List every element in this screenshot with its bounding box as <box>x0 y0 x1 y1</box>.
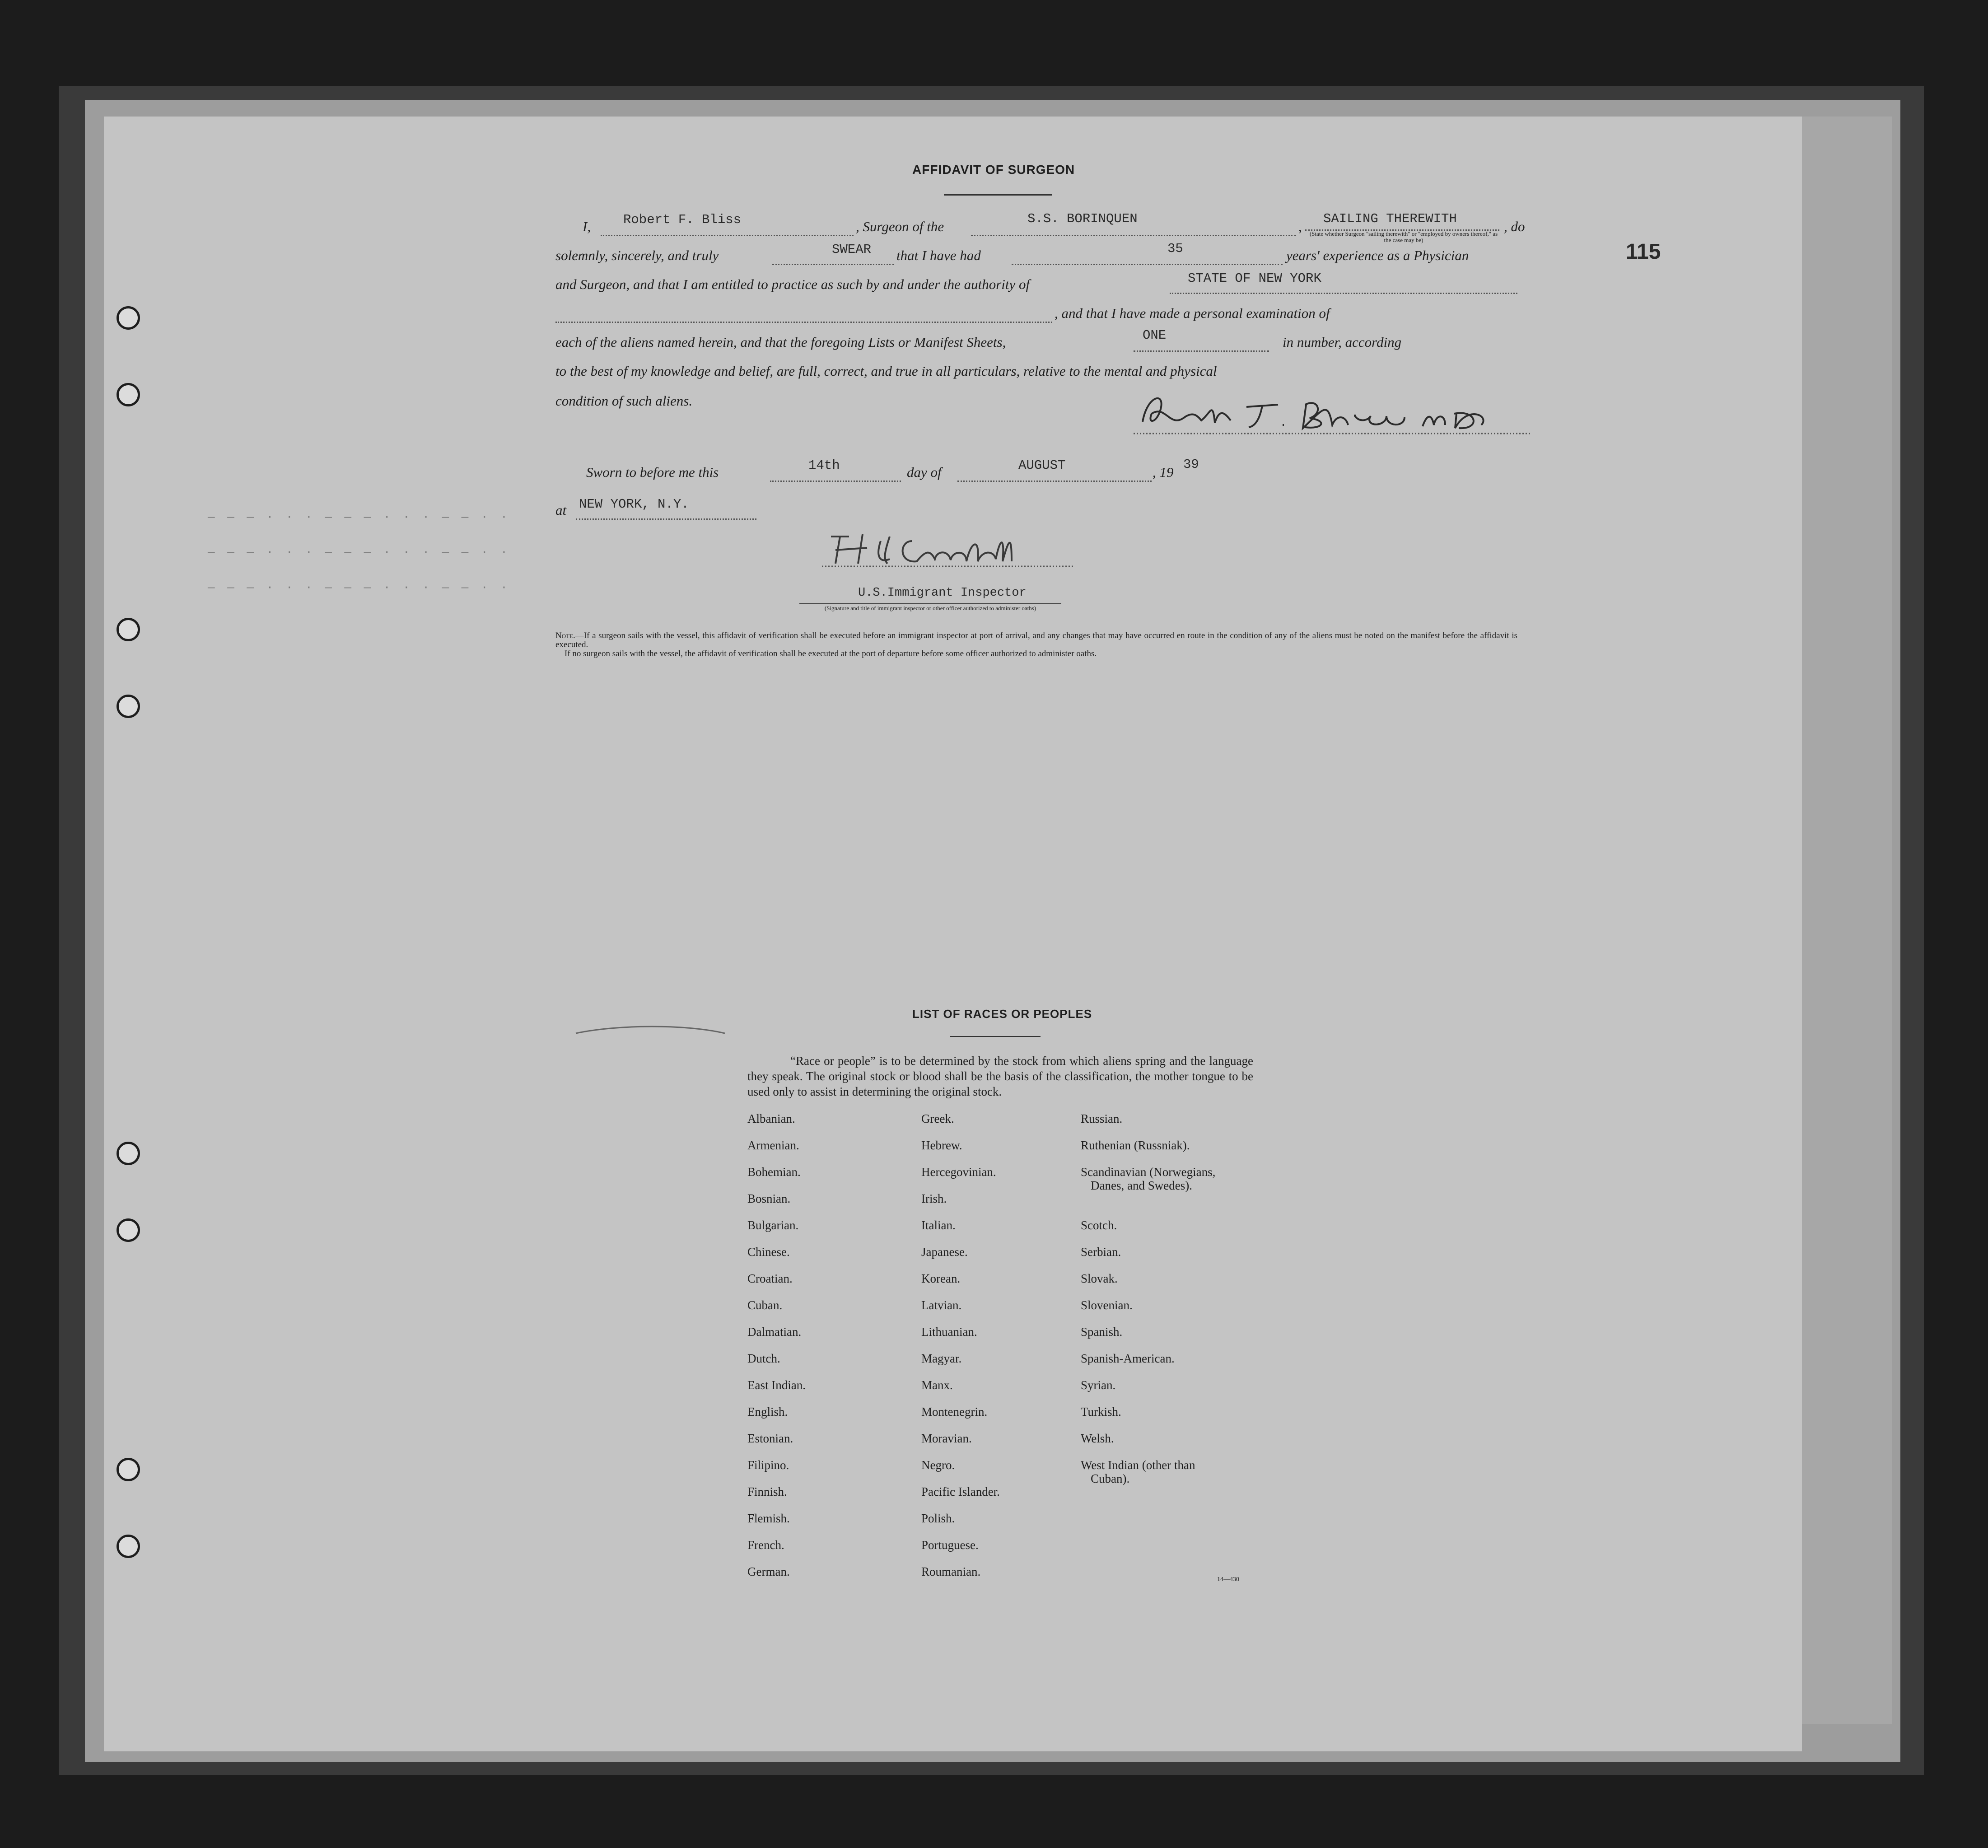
race-item: Dutch. <box>747 1352 780 1365</box>
title-underline <box>944 194 1052 196</box>
race-item: Danes, and Swedes). <box>1091 1179 1192 1192</box>
document-page <box>104 117 1802 1751</box>
year-field[interactable]: 39 <box>1183 457 1199 472</box>
race-item: Roumanian. <box>921 1565 981 1578</box>
place-line <box>576 518 756 520</box>
years-field[interactable]: 35 <box>1167 241 1183 256</box>
sheets-line <box>1134 350 1269 352</box>
surgeon-name-field[interactable]: Robert F. Bliss <box>623 212 742 227</box>
race-item: English. <box>747 1405 788 1419</box>
surgeon-signature <box>1134 387 1531 436</box>
punch-hole-icon <box>117 618 140 641</box>
month-field[interactable]: AUGUST <box>1018 458 1066 473</box>
race-item: Cuban). <box>1091 1472 1130 1485</box>
ship-name-field[interactable]: S.S. BORINQUEN <box>1027 211 1138 226</box>
form-number: 14—430 <box>1217 1576 1239 1583</box>
race-item: Lithuanian. <box>921 1325 977 1339</box>
race-item: Magyar. <box>921 1352 962 1365</box>
race-item: Cuban. <box>747 1298 783 1312</box>
race-item: Greek. <box>921 1112 954 1125</box>
race-item: Montenegrin. <box>921 1405 988 1419</box>
race-item: French. <box>747 1538 784 1552</box>
authority-continuation-line <box>555 322 1052 323</box>
day-field[interactable]: 14th <box>808 458 840 473</box>
race-item: Chinese. <box>747 1245 790 1259</box>
race-item: Negro. <box>921 1458 955 1472</box>
note-label: Note. <box>555 631 575 640</box>
affidavit-note <box>555 631 1517 658</box>
punch-hole-icon <box>117 1458 140 1481</box>
race-item: Ruthenian (Russniak). <box>1081 1139 1190 1152</box>
inspector-signature <box>822 523 1075 568</box>
race-item: Russian. <box>1081 1112 1123 1125</box>
authority-line <box>1170 293 1517 294</box>
race-item: Hebrew. <box>921 1139 962 1152</box>
race-item: Armenian. <box>747 1139 799 1152</box>
years-line <box>1012 264 1283 265</box>
line3-prefix: and Surgeon, and that I am entitled to practice as such by and under the authority of <box>555 276 1030 292</box>
bleed-through-text: — — — · · · — — — · · · — — · · <box>208 546 510 559</box>
race-item: Moravian. <box>921 1432 972 1445</box>
punch-hole-icon <box>117 383 140 406</box>
note-text-2: If no surgeon sails with the vessel, the affidavit of verification shall be executed at the port of departure before some officer authorized to administer oaths. <box>565 649 1097 658</box>
line7-text: condition of such aliens. <box>555 393 693 409</box>
line1-suffix: , do <box>1504 219 1525 234</box>
line2-mid: that I have had <box>896 247 981 263</box>
race-item: Hercegovinian. <box>921 1165 996 1179</box>
race-item: Korean. <box>921 1272 961 1285</box>
page-number: 115 <box>1626 240 1661 264</box>
race-item: Irish. <box>921 1192 947 1205</box>
races-intro: “Race or people” is to be determined by the stock from which aliens spring and the language they speak. The original stock or blood shall be the basis of the classification, the mother tongue to be used only to assist in determining the original stock. <box>747 1054 1253 1098</box>
race-item: East Indian. <box>747 1378 806 1392</box>
punch-hole-icon <box>117 1218 140 1242</box>
day-line <box>770 481 901 482</box>
race-item: Latvian. <box>921 1298 962 1312</box>
bleed-through-text: — — — · · · — — — · · · — — · · <box>208 510 510 524</box>
race-item: Bosnian. <box>747 1192 791 1205</box>
line6-text: to the best of my knowledge and belief, are full, correct, and true in all particulars, relative to the mental and physical <box>555 363 1217 379</box>
race-item: Polish. <box>921 1512 955 1525</box>
race-item: Spanish-American. <box>1081 1352 1175 1365</box>
race-item: Pacific Islander. <box>921 1485 1000 1498</box>
race-item: Slovak. <box>1081 1272 1118 1285</box>
line4-text: , and that I have made a personal examination of <box>1055 305 1330 321</box>
race-item: Dalmatian. <box>747 1325 802 1339</box>
race-item: Welsh. <box>1081 1432 1114 1445</box>
race-item: Croatian. <box>747 1272 793 1285</box>
inspector-hint: (Signature and title of immigrant inspector or other officer authorized to administer oaths) <box>824 605 1036 611</box>
authority-field[interactable]: STATE OF NEW YORK <box>1188 271 1321 286</box>
race-item: Scotch. <box>1081 1218 1117 1232</box>
races-column-1 <box>747 1112 910 1591</box>
race-item: German. <box>747 1565 790 1578</box>
place-field[interactable]: NEW YORK, N.Y. <box>579 497 689 512</box>
race-item: Syrian. <box>1081 1378 1116 1392</box>
race-item: Italian. <box>921 1218 956 1232</box>
comma: , <box>1298 219 1302 234</box>
punch-hole-icon <box>117 695 140 718</box>
races-column-2 <box>921 1112 1084 1591</box>
race-item: Manx. <box>921 1378 953 1392</box>
race-item: Spanish. <box>1081 1325 1123 1339</box>
race-item: Albanian. <box>747 1112 795 1125</box>
races-column-3 <box>1081 1112 1270 1591</box>
line5-suffix: in number, according <box>1283 334 1402 350</box>
bleed-through-text: — — — · · · — — — · · · — — · · <box>208 581 510 594</box>
punch-hole-icon <box>117 306 140 330</box>
line2-suffix: years' experience as a Physician <box>1286 247 1469 263</box>
inspector-title: U.S.Immigrant Inspector <box>858 586 1027 600</box>
line1-prefix: I, <box>583 219 591 234</box>
sworn-prefix: Sworn to before me this <box>586 464 719 480</box>
race-item: Finnish. <box>747 1485 787 1498</box>
surgeon-name-line <box>601 235 854 236</box>
race-item: West Indian (other than <box>1081 1458 1195 1472</box>
month-line <box>957 481 1152 482</box>
ship-line <box>971 235 1296 236</box>
oath-line <box>772 264 894 265</box>
page-edge-shadow <box>1802 117 1892 1724</box>
inspector-title-rule <box>799 603 1061 604</box>
sworn-mid: day of <box>907 464 942 480</box>
punch-hole-icon <box>117 1142 140 1165</box>
race-item: Scandinavian (Norwegians, <box>1081 1165 1216 1179</box>
race-item: Filipino. <box>747 1458 789 1472</box>
race-item: Bohemian. <box>747 1165 801 1179</box>
affidavit-title: AFFIDAVIT OF SURGEON <box>912 163 1075 177</box>
at-prefix: at <box>555 502 567 518</box>
oath-field[interactable]: SWEAR <box>832 242 872 257</box>
line2-prefix: solemnly, sincerely, and truly <box>555 247 719 263</box>
punch-hole-icon <box>117 1535 140 1558</box>
line1-mid: , Surgeon of the <box>856 219 944 234</box>
stray-pencil-mark <box>574 1020 727 1038</box>
surgeon-status-field[interactable]: SAILING THEREWITH <box>1323 211 1457 226</box>
race-item: Estonian. <box>747 1432 793 1445</box>
race-item: Japanese. <box>921 1245 968 1259</box>
status-hint: (State whether Surgeon "sailing therewith" or "employed by owners thereof," as the case may be) <box>1309 230 1498 243</box>
race-item: Flemish. <box>747 1512 790 1525</box>
sheets-field[interactable]: ONE <box>1143 328 1167 343</box>
race-item: Slovenian. <box>1081 1298 1133 1312</box>
race-item: Turkish. <box>1081 1405 1121 1419</box>
note-text-1: —If a surgeon sails with the vessel, this affidavit of verification shall be executed before an immigrant inspector at port of arrival, and any changes that may have occurred en route in the condition of any of the aliens must be noted on the manifest before the affidavit is executed. <box>555 631 1517 649</box>
race-item: Bulgarian. <box>747 1218 799 1232</box>
year-prefix: , 19 <box>1153 464 1174 480</box>
race-item: Serbian. <box>1081 1245 1121 1259</box>
races-title: LIST OF RACES OR PEOPLES <box>912 1007 1092 1021</box>
race-item: Portuguese. <box>921 1538 979 1552</box>
races-title-underline <box>950 1036 1041 1037</box>
line5-prefix: each of the aliens named herein, and that the foregoing Lists or Manifest Sheets, <box>555 334 1006 350</box>
